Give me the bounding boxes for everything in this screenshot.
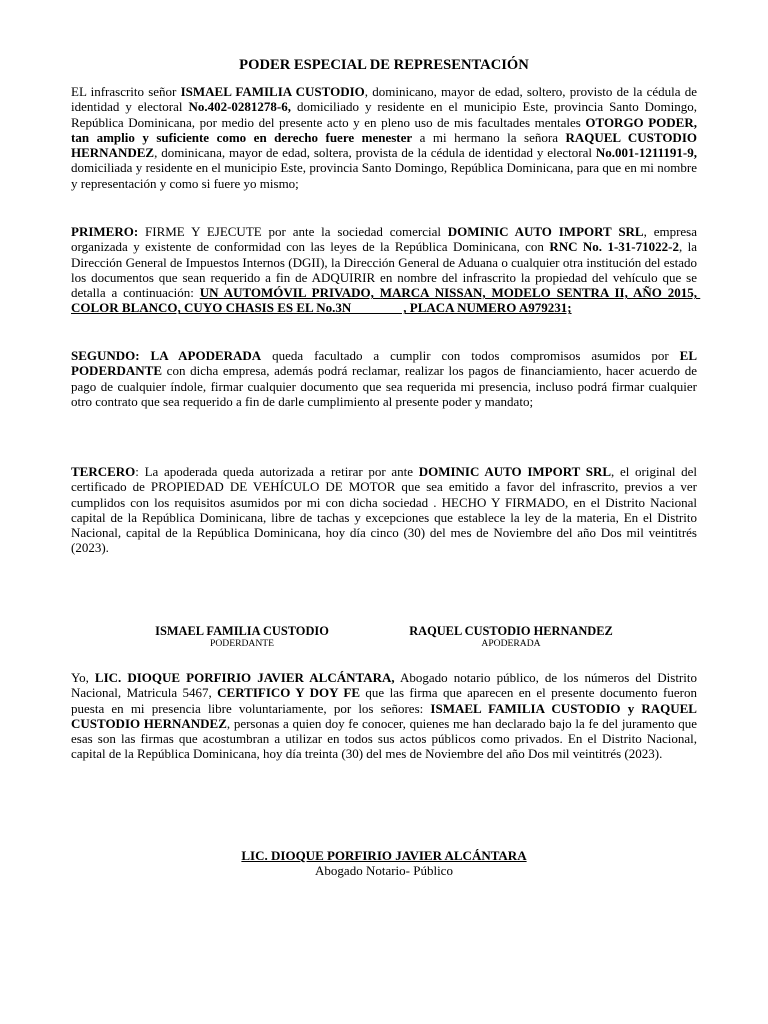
notary-title: Abogado Notario- Público: [315, 863, 453, 878]
clause-primero: [71, 224, 701, 316]
text-run: que las firma que aparecen en el presente documento fueron puesta en mi presencia libre voluntariamente, por los señores:: [71, 685, 697, 716]
text-run: queda facultado a cumplir con todos compromisos asumidos por: [261, 348, 680, 363]
text-run: a mi hermano la señora: [412, 129, 566, 145]
company-name: DOMINIC AUTO IMPORT SRL: [418, 464, 612, 479]
grantor-id: No.402-0281278-6,: [188, 99, 291, 115]
intro-paragraph: [71, 84, 697, 191]
grantor-reference: EL PODERDANTE: [71, 348, 698, 379]
company-name: DOMINIC AUTO IMPORT SRL: [447, 224, 644, 239]
text-run: , empresa organizada y existente de conformidad con las leyes de la República Dominicana, con: [71, 224, 698, 255]
power-grant-phrase: OTORGO PODER, tan amplio y suficiente como en derecho fuere menester: [71, 114, 697, 145]
signature-block-attorney: [388, 624, 634, 649]
notary-name-inline: LIC. DIOQUE PORFIRIO JAVIER ALCÁNTARA,: [94, 670, 395, 685]
signer-role: PODERDANTE: [210, 638, 274, 649]
text-run: , la Dirección General de Impuestos Internos (DGII), la Dirección General de Aduana o cualquier otra institución del estado los documentos que sean requerido a fin de ADQUIRIR en nombre del infrascrito la propiedad del vehículo que se detalla a continuación:: [71, 239, 697, 301]
company-rnc: RNC No. 1-31-71022-2: [549, 239, 679, 255]
text-run: , dominicano, mayor de edad, soltero, provisto de la cédula de identidad y electoral: [71, 84, 698, 115]
signer-name: RAQUEL CUSTODIO HERNANDEZ: [409, 624, 613, 638]
clause-heading: TERCERO: [71, 464, 136, 479]
attorney-id: No.001-1211191-9,: [595, 145, 697, 161]
text-run: domiciliado y residente en el municipio Este, provincia Santo Domingo, República Dominicana, por medio del presente acto y en pleno uso de mis facultades mentales: [71, 99, 697, 130]
signer-role: APODERADA: [481, 638, 541, 649]
text-run: , personas a quien doy fe conocer, quienes me han declarado bajo la fe del juramento que esas son las firmas que acostumbran a utilizar en todos sus actos públicos como privados. En el Distrito Nacional, capital de la República Dominicana, hoy día treinta (30) del mes de Noviembre del año Dos mil veintitrés (2023).: [71, 715, 697, 762]
signer-names: ISMAEL FAMILIA CUSTODIO y RAQUEL CUSTODIO HERNANDEZ: [71, 700, 697, 731]
text-run: domiciliada y residente en el municipio Este, provincia Santo Domingo, República Dominicana, para que en mi nombre y representación y como si fuere yo mismo;: [71, 160, 697, 191]
notary-certification: [71, 670, 697, 762]
text-run: : La apoderada queda autorizada a retirar por ante: [135, 464, 419, 479]
vehicle-description: UN AUTOMÓVIL PRIVADO, MARCA NISSAN, MODELO SENTRA II, AÑO 2015, COLOR BLANCO, CUYO CHASIS ES EL No.3N , PLACA NUMERO A979231;: [71, 285, 701, 316]
text-run: con dicha empresa, además podrá reclamar, realizar los pagos de financiamiento, hacer acuerdo de pago de cualquier índole, firmar cualquier documento que sea requerida mi presencia, incluso podrá firmar cualquier otro contrato que sea requerido a fin de darle cumplimiento al presente poder y mandato;: [71, 363, 697, 409]
text-run: FIRME Y EJECUTE por ante la sociedad comercial: [138, 224, 448, 239]
clause-tercero: [71, 464, 697, 556]
clause-heading: SEGUNDO: LA APODERADA: [71, 348, 262, 363]
certification-phrase: CERTIFICO Y DOY FE: [217, 685, 361, 701]
signer-name: ISMAEL FAMILIA CUSTODIO: [155, 624, 329, 638]
text-run: , el original del certificado de PROPIEDAD DE VEHÍCULO DE MOTOR que sea emitido a favor del infrascrito, previos a ver cumplidos con los requisitos asumidos por mi con dicha sociedad . HECHO Y FIRMADO, en el Distrito Nacional capital de la República Dominicana, libre de tachas y excepciones que establece la ley de la materia, En el Distrito Nacional, capital de la República Dominicana, hoy día cinco (30) del mes de Noviembre del año Dos mil veintitrés (2023).: [71, 464, 697, 556]
clause-segundo: [71, 348, 697, 409]
signature-block-grantor: [130, 624, 354, 649]
text-run: EL infrascrito señor: [71, 84, 181, 99]
text-run: Abogado notario público, de los números del Distrito Nacional, Matricula 5467,: [71, 670, 697, 701]
text-run: Yo,: [71, 670, 95, 685]
clause-heading: PRIMERO:: [71, 224, 139, 239]
attorney-name: RAQUEL CUSTODIO HERNANDEZ: [71, 129, 697, 161]
grantor-name: ISMAEL FAMILIA CUSTODIO: [180, 84, 365, 99]
notary-signature-block: [0, 848, 768, 878]
notary-name: LIC. DIOQUE PORFIRIO JAVIER ALCÁNTARA: [241, 848, 527, 863]
document-title: PODER ESPECIAL DE REPRESENTACIÓN: [239, 57, 529, 73]
text-run: , dominicana, mayor de edad, soltera, provista de la cédula de identidad y electoral: [154, 145, 596, 161]
